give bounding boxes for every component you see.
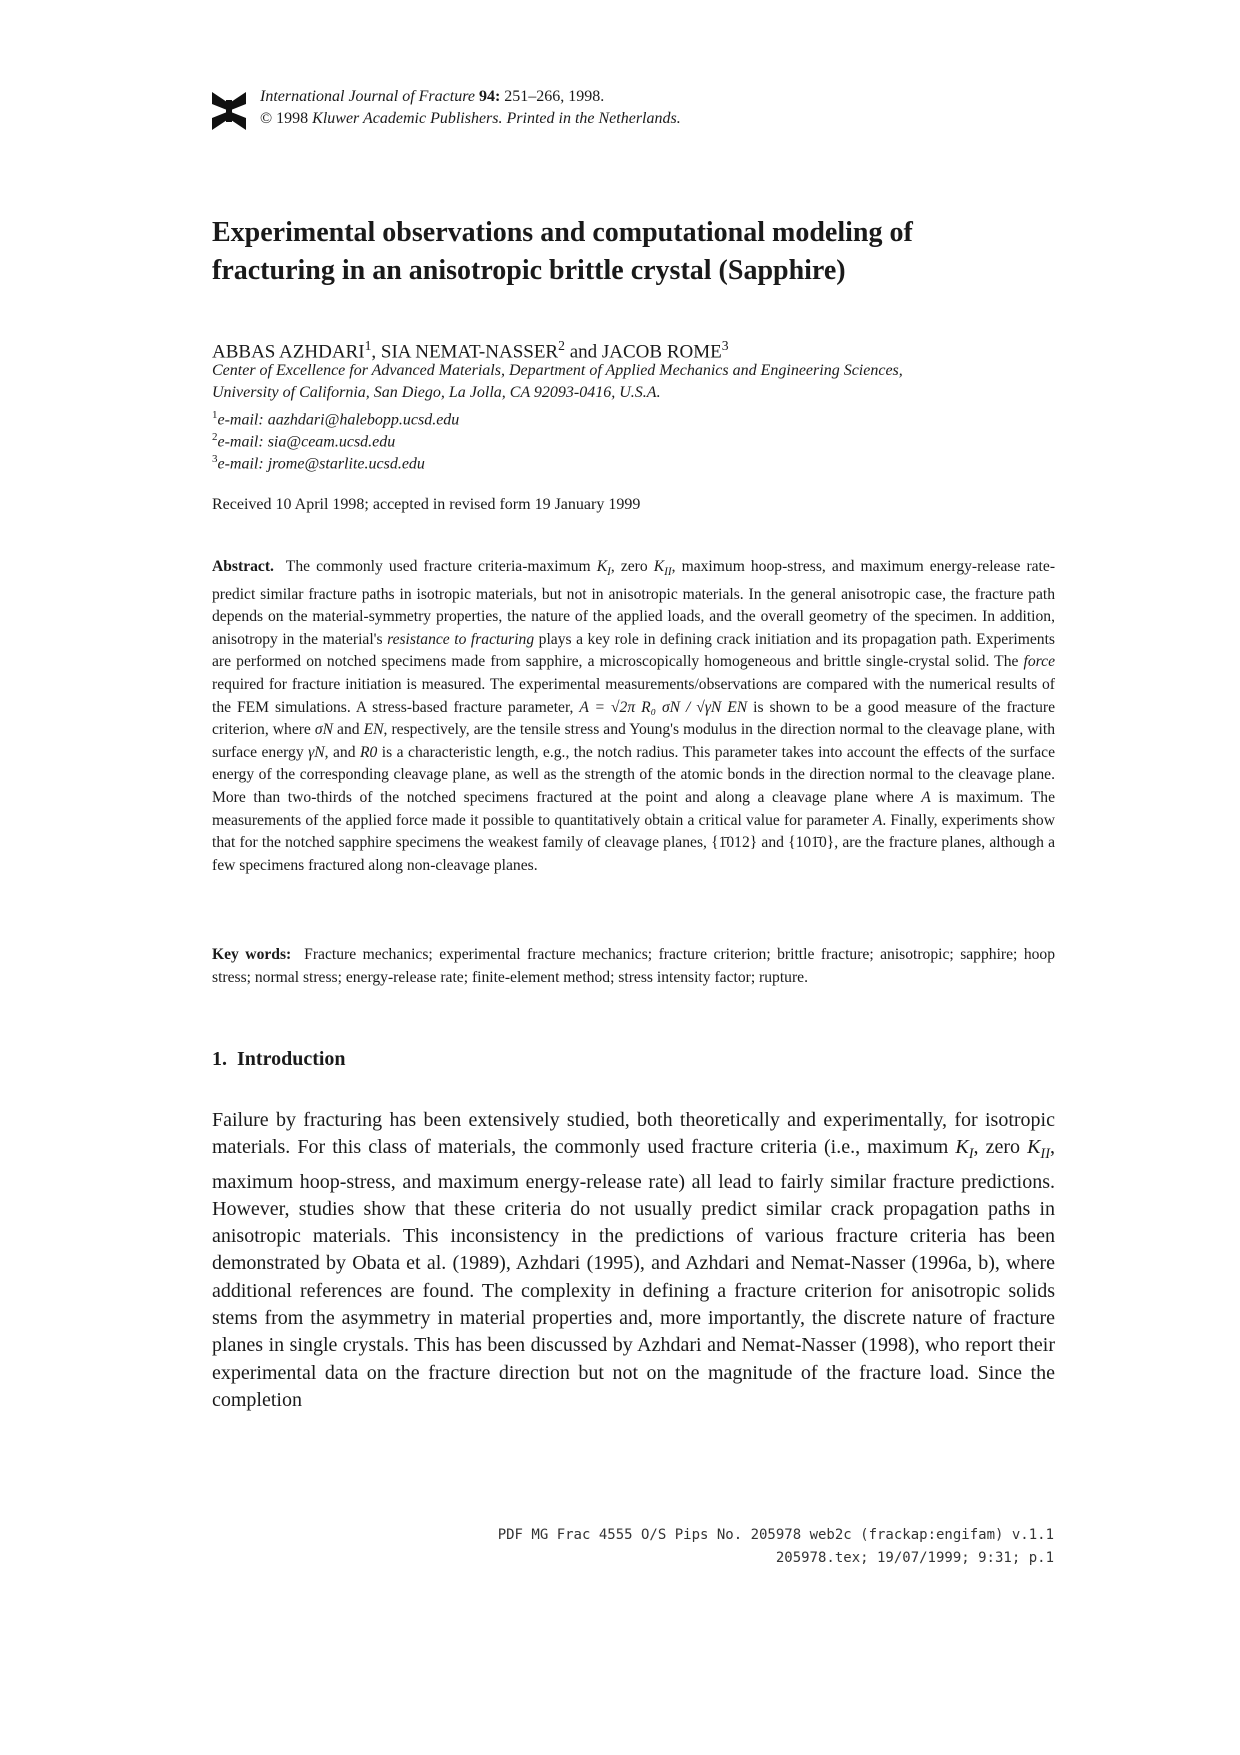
journal-pages-year: 251–266, 1998.	[504, 88, 605, 105]
author-3-mark: 3	[721, 338, 729, 353]
author-1: ABBAS AZHDARI	[212, 341, 365, 363]
title-line-2: fracturing in an anisotropic brittle crystal (Sapphire)	[212, 255, 846, 286]
email-3	[212, 448, 425, 475]
intro-text: Failure by fracturing has been extensively studied, both theoretically and experimentally, for isotropic materials. For this class of materials, the commonly used fracture criteria (i.e., maximum	[212, 1109, 1055, 1159]
page-footer	[498, 1524, 1054, 1570]
journal-volume: 94:	[478, 88, 501, 105]
abstract-emphasis: force	[1023, 653, 1055, 671]
paper-title	[212, 214, 1072, 290]
intro-text: , zero	[973, 1136, 1028, 1159]
symbol-sub-i: I	[968, 1146, 974, 1163]
abstract-text: . Finally, experiments show that for the notched sapphire specimens the weakest family of cleavage planes, {1̄012} and {101̄0}, are the fracture planes, although a few specimens fractured along non-cleavage planes.	[212, 811, 1055, 874]
abstract	[212, 556, 1055, 877]
author-1-mark: 1	[364, 338, 372, 353]
abstract-text: is maximum. The measurements of the applied force made it possible to quantitatively obtain a critical value for parameter	[212, 789, 1055, 829]
abstract-text: required for fracture initiation is measured. The experimental measurements/observations are compared with the numerical results of the FEM simulations. A stress-based fracture parameter,	[212, 676, 1055, 716]
email-1-text: e-mail: aazhdari@halebopp.ucsd.edu	[217, 411, 460, 429]
symbol-sigma-n: σN	[314, 721, 333, 739]
symbol-gamma-n: γN	[308, 743, 325, 761]
intro-text: , maximum hoop-stress, and maximum energy-release rate) all lead to fairly similar fracture predictions. However, studies show that these criteria do not usually predict similar crack propagation paths in anisotropic materials. This inconsistency in the predictions of various fracture criteria has been demonstrated by Obata et al. (1989), Azhdari (1995), and Azhdari and Nemat-Nasser (1996a, b), where additional references are found. The complexity in defining a fracture criterion for anisotropic solids stems from the asymmetry in material properties and, more importantly, the discrete nature of fracture planes in single crystals. This has been discussed by Azhdari and Nemat-Nasser (1998), who report their experimental data on the fracture direction but not on the magnitude of the fracture load. Since the completion	[212, 1136, 1055, 1411]
affiliation	[212, 360, 1072, 404]
footer-line-2: 205978.tex; 19/07/1999; 9:31; p.1	[775, 1550, 1054, 1566]
abstract-text: , maximum hoop-stress, and maximum energy-release rate-predict similar fracture paths in isotropic materials, but not in anisotropic materials. In the general anisotropic case, the fracture path depends on the material-symmetry properties, the nature of the applied loads, and the overall geometry of the specimen. In addition, anisotropy in the material's	[212, 558, 1056, 648]
intro-paragraph	[212, 1107, 1055, 1414]
symbol-sub-ii: II	[1040, 1146, 1050, 1163]
email-1-mark: 1	[212, 409, 218, 421]
footer-line-1: PDF MG Frac 4555 O/S Pips No. 205978 web2c (frackap:engifam) v.1.1	[497, 1527, 1054, 1543]
symbol-sub-i: I	[607, 566, 611, 579]
abstract-text: , zero	[610, 558, 654, 575]
symbol-k: K	[653, 558, 665, 575]
symbol-r0: R0	[359, 743, 378, 761]
journal-citation	[260, 86, 681, 130]
publisher-name: Kluwer Academic Publishers. Printed in the Netherlands.	[312, 110, 681, 127]
section-title: Introduction	[237, 1048, 346, 1070]
abstract-label: Abstract.	[212, 558, 274, 575]
symbol-k-i	[955, 1136, 974, 1163]
section-heading	[212, 1048, 346, 1071]
author-2: SIA NEMAT-NASSER	[380, 341, 559, 363]
affiliation-line-2: University of California, San Diego, La Jolla, CA 92093-0416, U.S.A.	[212, 384, 661, 401]
symbol-k: K	[955, 1136, 969, 1159]
symbol-k-ii	[653, 558, 672, 579]
symbol-a: A	[921, 789, 931, 807]
abstract-text: The commonly used fracture criteria-maximum	[285, 558, 597, 575]
abstract-text: and	[332, 721, 364, 739]
symbol-a: A	[872, 811, 883, 829]
symbol-e-n: EN	[363, 721, 384, 739]
journal-name: International Journal of Fracture	[260, 88, 475, 105]
abstract-text: is a characteristic length, e.g., the notch radius. This parameter takes into account the effects of the surface energy of the corresponding cleavage plane, as well as the strength of the atomic bonds in the direction normal to the cleavage plane. More than two-thirds of the notched specimens fractured at the point and along a cleavage plane where	[212, 743, 1055, 807]
section-number: 1.	[212, 1048, 227, 1070]
abstract-text: is shown to be a good measure of the fracture criterion, where	[212, 698, 1056, 739]
abstract-text: , and	[324, 743, 360, 761]
email-3-text: e-mail: jrome@starlite.ucsd.edu	[217, 455, 425, 473]
fracture-parameter-formula: A = √2π R₀ σN / √γN EN	[579, 698, 748, 716]
author-2-mark: 2	[558, 338, 565, 353]
affiliation-line-1: Center of Excellence for Advanced Materials, Department of Applied Mechanics and Engineering Sciences,	[212, 362, 903, 379]
keywords-text: Fracture mechanics; experimental fracture mechanics; fracture criterion; brittle fracture; anisotropic; sapphire; hoop stress; normal stress; energy-release rate; finite-element method; stress intensity factor; rupture.	[212, 946, 1056, 986]
email-2-text: e-mail: sia@ceam.ucsd.edu	[217, 433, 396, 451]
title-line-1: Experimental observations and computational modeling of	[212, 217, 913, 248]
abstract-text: , respectively, are the tensile stress and Young's modulus in the direction normal to the cleavage plane, with surface energy	[212, 721, 1055, 761]
symbol-sub-ii: II	[664, 566, 672, 579]
email-3-mark: 3	[212, 453, 218, 465]
abstract-emphasis: resistance to fracturing	[387, 630, 535, 648]
abstract-text: plays a key role in defining crack initiation and its propagation path. Experiments are performed on notched specimens made from sapphire, a microscopically homogeneous and brittle single-crystal solid. The	[212, 630, 1055, 671]
symbol-k: K	[596, 558, 608, 575]
symbol-k-i	[596, 558, 611, 579]
received-date: Received 10 April 1998; accepted in revised form 19 January 1999	[212, 496, 641, 513]
keywords	[212, 944, 1055, 989]
keywords-label: Key words:	[212, 946, 292, 963]
author-3: and JACOB ROME	[569, 341, 722, 363]
symbol-k: K	[1027, 1136, 1041, 1159]
author-separator: ,	[371, 341, 381, 363]
symbol-k-ii	[1027, 1136, 1050, 1163]
publisher-logo-icon	[212, 92, 246, 130]
email-2-mark: 2	[212, 431, 218, 443]
copyright-year: © 1998	[260, 110, 309, 127]
